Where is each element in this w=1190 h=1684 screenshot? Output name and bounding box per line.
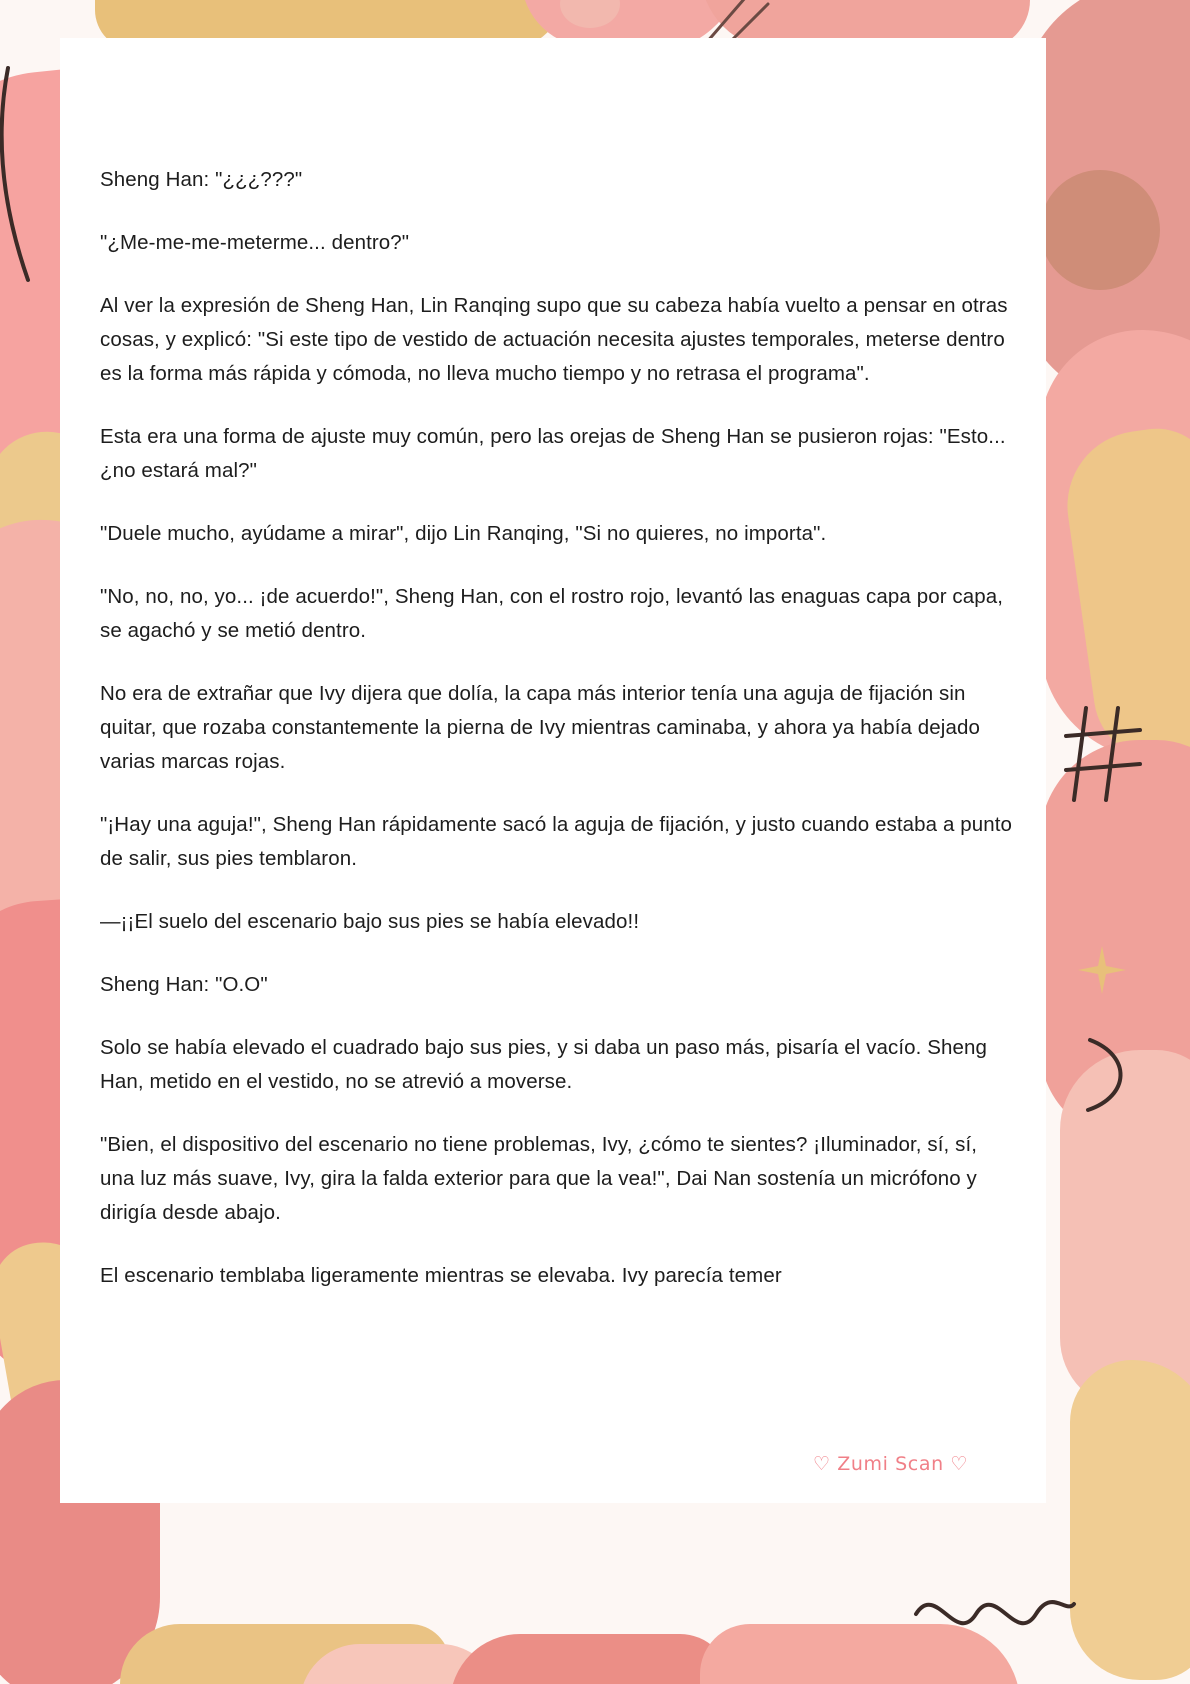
scan-watermark: ♡ Zumi Scan ♡ [812,1453,968,1475]
paragraph: Sheng Han: "O.O" [100,973,268,996]
paragraph: —¡¡El suelo del escenario bajo sus pies se había elevado!! [100,910,640,933]
decor-shape-right-pale [1060,1050,1190,1410]
decor-shape-bottom-rose [450,1634,730,1684]
paragraph: Al ver la expresión de Sheng Han, Lin Ranqing supo que su cabeza había vuelto a pensar en otras cosas, y explicó: "Si este tipo de vestido de actuación necesita ajustes temporales, meterse dentro es la forma más rápida y cómoda, no lleva mucho tiempo y no retrasa el programa". [100,294,1008,385]
paragraph: "¡Hay una aguja!", Sheng Han rápidamente sacó la aguja de fijación, y justo cuando estaba a punto de salir, sus pies temblaron. [100,813,1013,870]
paragraph: No era de extrañar que Ivy dijera que dolía, la capa más interior tenía una aguja de fijación sin quitar, que rozaba constantemente la pierna de Ivy mientras caminaba, y ahora ya había dejado varias marcas rojas. [100,682,980,773]
decor-shape-right-sand-2 [1070,1360,1190,1680]
document-body [100,163,1015,1322]
paragraph: "Duele mucho, ayúdame a mirar", dijo Lin Ranqing, "Si no quieres, no importa". [100,522,827,545]
decor-shape-bottom-pink [700,1624,1020,1684]
paragraph: El escenario temblaba ligeramente mientras se elevaba. Ivy parecía temer [100,1264,782,1287]
paragraph: Sheng Han: "¿¿¿???" [100,168,303,191]
paragraph: "¿Me-me-me-meterme... dentro?" [100,231,410,254]
paragraph: Solo se había elevado el cuadrado bajo sus pies, y si daba un paso más, pisaría el vacío. Sheng Han, metido en el vestido, no se atrevió a moverse. [100,1036,988,1093]
paragraph: Esta era una forma de ajuste muy común, pero las orejas de Sheng Han se pusieron rojas: "Esto... ¿no estará mal?" [100,425,1006,482]
paragraph: "No, no, no, yo... ¡de acuerdo!", Sheng Han, con el rostro rojo, levantó las enaguas capa por capa, se agachó y se metió dentro. [100,585,1004,642]
decor-shape-right-brown-circle [1040,170,1160,290]
paragraph: "Bien, el dispositivo del escenario no tiene problemas, Ivy, ¿cómo te sientes? ¡Iluminador, sí, sí, una luz más suave, Ivy, gira la falda exterior para que la vea!", Dai Nan sostenía un micrófono y dirigía desde abajo. [100,1133,978,1224]
document-page [60,38,1046,1503]
